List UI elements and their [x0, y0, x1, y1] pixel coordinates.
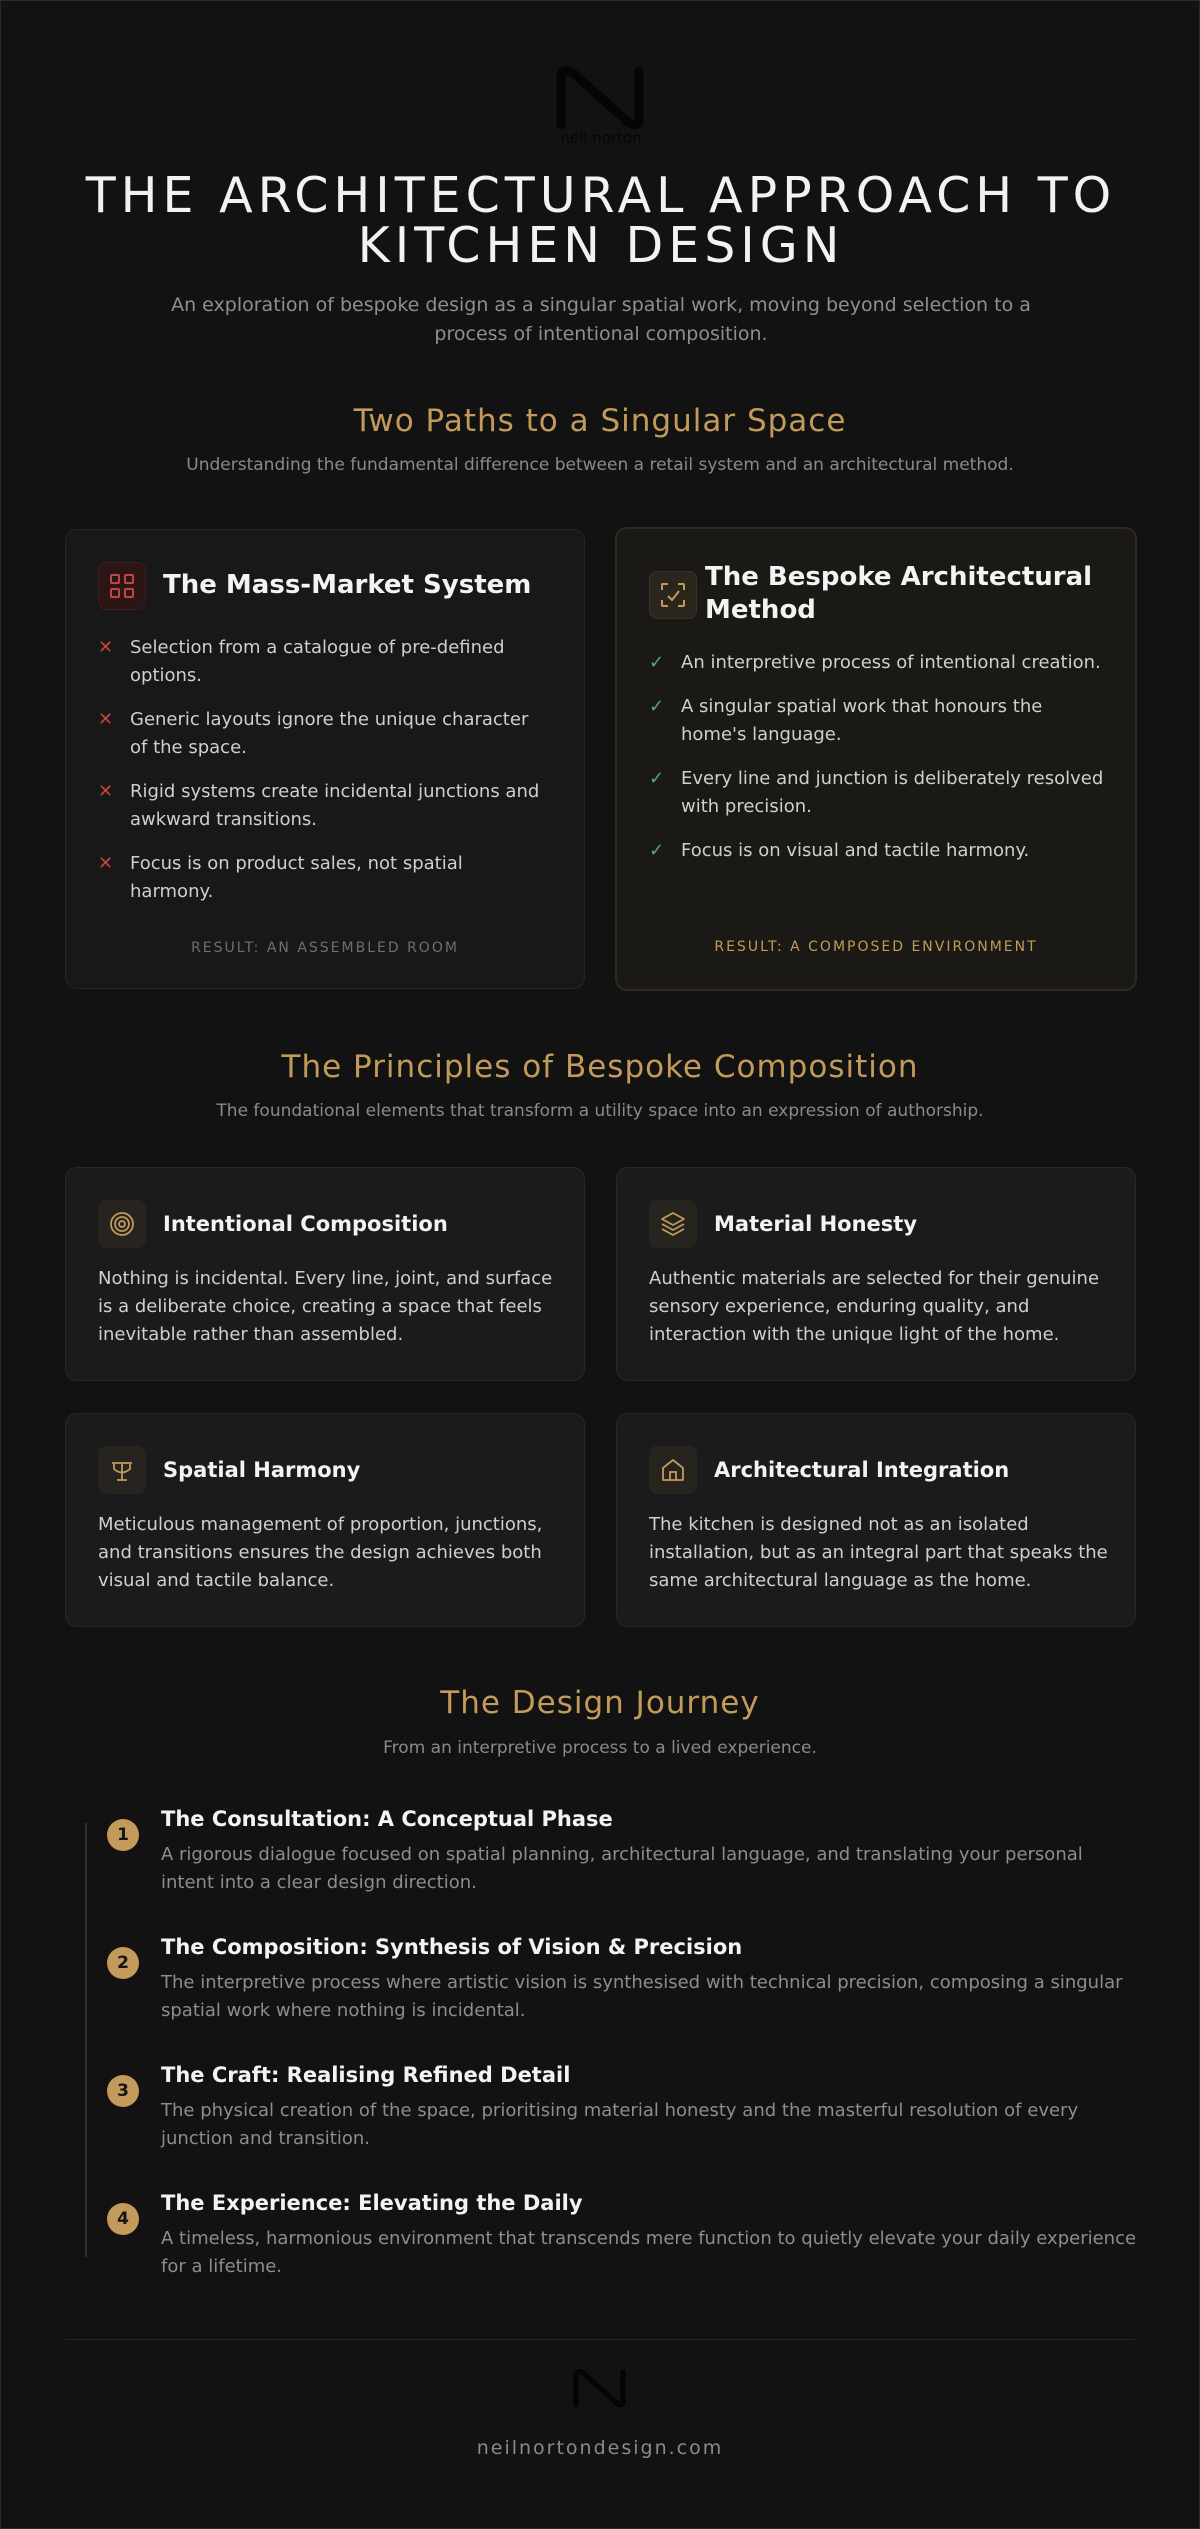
step-number-badge: 1: [107, 1819, 139, 1851]
x-icon: ✕: [98, 853, 114, 874]
balance-icon: [98, 1446, 146, 1494]
step-number-badge: 4: [107, 2203, 139, 2235]
list-item: ✓ A singular spatial work that honours the home's language.: [649, 693, 1109, 749]
logo-mark-icon: [553, 63, 649, 149]
logo-mark-icon: [571, 2367, 629, 2419]
principles-section-title: The Principles of Bespoke Composition: [281, 1049, 919, 1085]
mass-market-list: [98, 634, 548, 922]
scan-check-icon: [649, 571, 697, 619]
journey-section-subtitle: From an interpretive process to a lived experience.: [383, 1738, 817, 1758]
check-icon: ✓: [649, 768, 665, 789]
principles-section-subtitle: The foundational elements that transform a utility space into an expression of authorship.: [216, 1101, 984, 1121]
x-icon: ✕: [98, 781, 114, 802]
list-item: ✕ Selection from a catalogue of pre-defined options.: [98, 634, 548, 690]
step-title: The Consultation: A Conceptual Phase: [161, 1807, 613, 1831]
brand-logo: [553, 63, 649, 149]
step-title: The Experience: Elevating the Daily: [161, 2191, 583, 2215]
bespoke-result: RESULT: A COMPOSED ENVIRONMENT: [714, 939, 1038, 955]
step-title: The Craft: Realising Refined Detail: [161, 2063, 571, 2087]
intro-text: An exploration of bespoke design as a singular spatial work, moving beyond selection to a process of intentional composition.: [171, 294, 1031, 345]
step-title: The Composition: Synthesis of Vision & Precision: [161, 1935, 743, 1959]
footer-website-link[interactable]: neilnortondesign.com: [476, 2437, 724, 2459]
mass-market-title: The Mass-Market System: [163, 570, 532, 600]
page-title: THE ARCHITECTURAL APPROACH TO KITCHEN DESIGN: [85, 167, 1117, 274]
list-item: ✕ Rigid systems create incidental junctions and awkward transitions.: [98, 778, 548, 834]
check-icon: ✓: [649, 696, 665, 717]
check-icon: ✓: [649, 652, 665, 673]
principle-card: [65, 1167, 585, 1381]
bespoke-card: [615, 527, 1137, 991]
principle-description: The kitchen is designed not as an isolated installation, but as an integral part that speaks the same architectural language as the home.: [649, 1514, 1108, 1591]
paths-section-title: Two Paths to a Singular Space: [353, 403, 847, 439]
mass-market-result: RESULT: AN ASSEMBLED ROOM: [191, 940, 459, 956]
principle-title: Spatial Harmony: [163, 1458, 361, 1482]
principle-card: [616, 1167, 1136, 1381]
principle-title: Intentional Composition: [163, 1212, 448, 1236]
step-description: A rigorous dialogue focused on spatial planning, architectural language, and translating your personal intent into a clear design direction.: [161, 1844, 1083, 1893]
list-item: ✓ Focus is on visual and tactile harmony.: [649, 837, 1109, 865]
principle-description: Nothing is incidental. Every line, joint, and surface is a deliberate choice, creating a space that feels inevitable rather than assembled.: [98, 1268, 553, 1345]
step-number-badge: 3: [107, 2075, 139, 2107]
bespoke-title: The Bespoke Architectural Method: [705, 562, 1093, 625]
layers-icon: [649, 1200, 697, 1248]
journey-section-title: The Design Journey: [440, 1685, 760, 1721]
footer-divider: [65, 2339, 1135, 2340]
bespoke-list: [649, 649, 1109, 881]
paths-section-subtitle: Understanding the fundamental difference between a retail system and an architectural method.: [186, 455, 1014, 475]
list-item: ✕ Focus is on product sales, not spatial harmony.: [98, 850, 548, 906]
step-description: A timeless, harmonious environment that transcends mere function to quietly elevate your daily experience for a lifetime.: [161, 2228, 1137, 2277]
x-icon: ✕: [98, 637, 114, 658]
grid-icon: [98, 562, 146, 610]
list-item: ✓ An interpretive process of intentional creation.: [649, 649, 1109, 677]
x-icon: ✕: [98, 709, 114, 730]
list-item: ✕ Generic layouts ignore the unique character of the space.: [98, 706, 548, 762]
principle-description: Meticulous management of proportion, junctions, and transitions ensures the design achieves both visual and tactile balance.: [98, 1514, 543, 1591]
principle-description: Authentic materials are selected for their genuine sensory experience, enduring quality, and interaction with the unique light of the home.: [649, 1268, 1100, 1345]
check-icon: ✓: [649, 840, 665, 861]
mass-market-card: [65, 529, 585, 989]
principle-card: [616, 1413, 1136, 1627]
timeline-line: [85, 1823, 87, 2257]
principle-card: [65, 1413, 585, 1627]
logo-wordmark: neil norton: [560, 129, 642, 147]
step-number-badge: 2: [107, 1947, 139, 1979]
step-description: The physical creation of the space, prioritising material honesty and the masterful resolution of every junction and transition.: [161, 2100, 1079, 2149]
principle-title: Material Honesty: [714, 1212, 918, 1236]
list-item: ✓ Every line and junction is deliberately resolved with precision.: [649, 765, 1109, 821]
target-icon: [98, 1200, 146, 1248]
principle-title: Architectural Integration: [714, 1458, 1010, 1482]
footer-logo: [571, 2367, 629, 2419]
step-description: The interpretive process where artistic vision is synthesised with technical precision, composing a singular spatial work where nothing is incidental.: [161, 1972, 1123, 2021]
home-icon: [649, 1446, 697, 1494]
